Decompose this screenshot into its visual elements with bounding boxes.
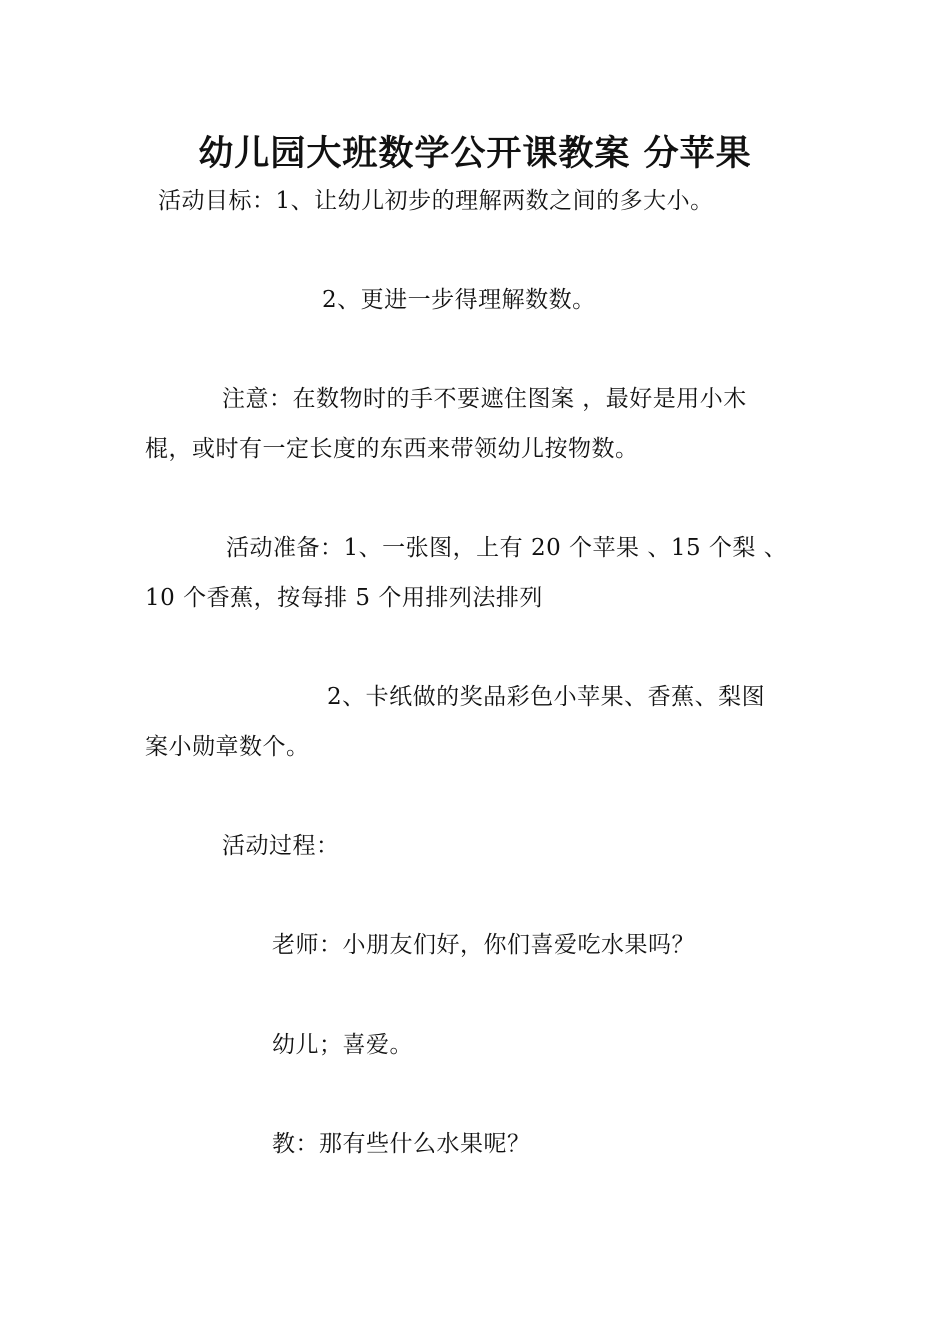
prep-line-1: 活动准备：1、一张图，上有 20 个苹果 、15 个梨 、	[226, 535, 788, 561]
dialogue-line-2: 幼儿；喜爱。	[272, 1032, 413, 1058]
dialogue-line-3: 教：那有些什么水果呢？	[272, 1131, 531, 1157]
prep-line-2: 10 个香蕉，按每排 5 个用排列法排列	[145, 585, 543, 611]
document-title: 幼儿园大班数学公开课教案 分苹果	[198, 134, 752, 174]
goal-line-2: 2、更进一步得理解数数。	[322, 287, 596, 313]
prep-line-3: 2、卡纸做的奖品彩色小苹果、香蕉、梨图	[327, 684, 766, 710]
note-line-2: 棍，或时有一定长度的东西来带领幼儿按物数。	[145, 436, 639, 462]
process-heading: 活动过程：	[222, 833, 340, 859]
goal-line-1: 活动目标：1、让幼儿初步的理解两数之间的多大小。	[158, 188, 714, 214]
prep-line-4: 案小勋章数个。	[145, 734, 310, 760]
dialogue-line-1: 老师：小朋友们好，你们喜爱吃水果吗？	[272, 932, 695, 958]
note-line-1: 注意：在数物时的手不要遮住图案 ，最好是用小木	[222, 386, 747, 412]
